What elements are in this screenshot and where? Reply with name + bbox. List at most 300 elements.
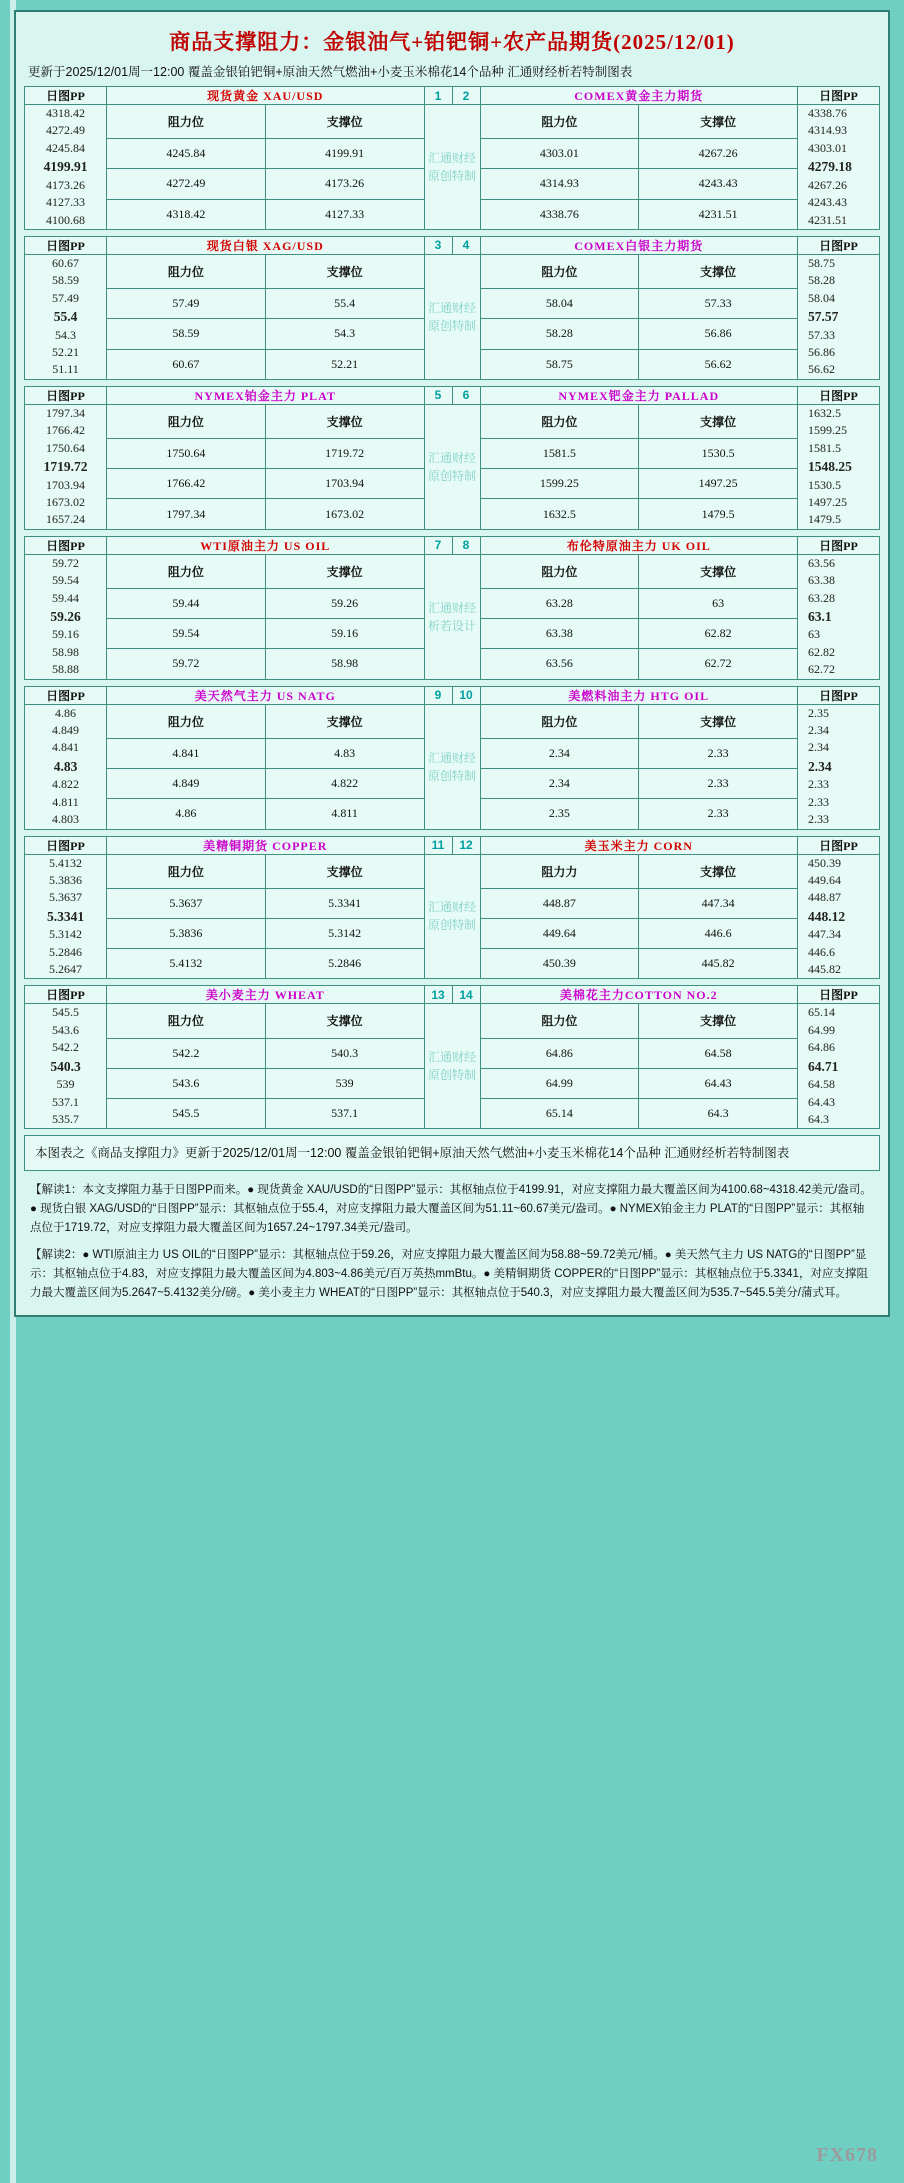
footer-note: 本图表之《商品支撑阻力》更新于2025/12/01周一12:00 覆盖金银铂钯铜+原油天然气燃油+小麦玉米棉花14个品种 汇通财经析若特制图表 (24, 1135, 880, 1171)
support-value-left: 5.3142 (265, 918, 424, 948)
support-value-right: 56.86 (639, 319, 798, 349)
pp-value: 1581.5 (808, 440, 841, 455)
block-subheader-row (25, 1004, 880, 1038)
resistance-header-left: 阻力位 (107, 1004, 266, 1038)
pp-header-left: 日图PP (25, 836, 107, 854)
pp-value: 63 (808, 627, 820, 642)
support-value-right: 64.3 (639, 1099, 798, 1129)
resistance-value-right: 2.34 (480, 738, 639, 768)
pp-value: 64.86 (808, 1040, 835, 1055)
pp-value: 1530.5 (808, 477, 841, 492)
pp-value: 449.64 (808, 872, 841, 887)
instrument-name-right: 美燃料油主力 HTG OIL (480, 686, 798, 704)
pp-value: 2.34 (808, 758, 832, 774)
resistance-value-right: 448.87 (480, 888, 639, 918)
pp-value: 445.82 (808, 962, 841, 977)
support-value-left: 540.3 (265, 1038, 424, 1068)
pp-value: 59.54 (52, 573, 79, 588)
support-value-right: 447.34 (639, 888, 798, 918)
pp-value: 4245.84 (46, 140, 85, 155)
pp-value: 65.14 (808, 1005, 835, 1020)
pp-value: 58.59 (52, 273, 79, 288)
pp-value: 1797.34 (46, 405, 85, 420)
instrument-name-right: 美玉米主力 CORN (480, 836, 798, 854)
pp-value: 58.04 (808, 290, 835, 305)
pp-value: 4.841 (52, 740, 79, 755)
pp-header-left: 日图PP (25, 386, 107, 404)
pp-value: 448.12 (808, 908, 846, 924)
pp-value: 64.43 (808, 1094, 835, 1109)
pp-value: 58.88 (52, 662, 79, 677)
instrument-index-right: 8 (452, 536, 480, 554)
pp-list-left (25, 704, 107, 829)
instrument-index-right: 10 (452, 686, 480, 704)
pp-value: 62.82 (808, 644, 835, 659)
pp-list-left (25, 1004, 107, 1129)
center-watermark: 汇通财经 析若设计 (424, 554, 480, 679)
resistance-value-right: 65.14 (480, 1099, 639, 1129)
block-header-row (25, 836, 880, 854)
support-value-right: 4231.51 (639, 199, 798, 229)
pp-value: 542.2 (52, 1040, 79, 1055)
pp-value: 2.33 (808, 794, 829, 809)
pp-value: 447.34 (808, 927, 841, 942)
pp-value: 1719.72 (43, 458, 88, 474)
pp-value: 543.6 (52, 1022, 79, 1037)
resistance-value-right: 64.99 (480, 1068, 639, 1098)
interpretation-2: 【解读2：● WTI原油主力 US OIL的“日图PP”显示：其枢轴点位于59.26，对应支撑阻力最大覆盖区间为58.88~59.72美元/桶。● 美天然气主力 US NATG的“日图PP”显示：其枢轴点位于4.83，对应支撑阻力最大覆盖区间为4.803~4.86美元/百万英热mmBtu。● 美精铜期货 COPPER的“日图PP”显示：其枢轴点位于5.3341，对应支撑阻力最大覆盖区间为5.2647~5.4132美分/磅。● 美小麦主力 WHEAT的“日图PP”显示：其枢轴点位于540.3，对应支撑阻力最大覆盖区间为535.7~545.5美分/蒲式耳。 (24, 1242, 880, 1307)
pp-value: 1632.5 (808, 405, 841, 420)
support-value-left: 4199.91 (265, 139, 424, 169)
resistance-value-right: 450.39 (480, 949, 639, 979)
instrument-index-left: 3 (424, 236, 452, 254)
pp-list-right (798, 254, 880, 379)
pp-value: 57.33 (808, 327, 835, 342)
pp-value: 5.4132 (49, 855, 82, 870)
support-value-right: 64.58 (639, 1038, 798, 1068)
support-value-left: 59.26 (265, 588, 424, 618)
pp-value: 5.3836 (49, 872, 82, 887)
pp-header-right: 日图PP (798, 386, 880, 404)
resistance-header-left: 阻力位 (107, 105, 266, 139)
support-header-left: 支撑位 (265, 254, 424, 288)
support-value-right: 62.82 (639, 619, 798, 649)
pp-value: 64.3 (808, 1111, 829, 1126)
pp-value: 4272.49 (46, 123, 85, 138)
pp-header-right: 日图PP (798, 536, 880, 554)
resistance-header-right: 阻力位 (480, 554, 639, 588)
support-header-right: 支撑位 (639, 1004, 798, 1038)
support-value-right: 2.33 (639, 738, 798, 768)
pp-value: 1750.64 (46, 440, 85, 455)
pp-list-right (798, 854, 880, 979)
block-header-row (25, 386, 880, 404)
resistance-value-left: 57.49 (107, 288, 266, 318)
instrument-name-left: 现货白银 XAG/USD (107, 236, 425, 254)
instrument-block (24, 686, 880, 830)
pp-list-right (798, 704, 880, 829)
support-header-right: 支撑位 (639, 254, 798, 288)
pp-value: 58.28 (808, 273, 835, 288)
block-subheader-row (25, 554, 880, 588)
resistance-value-right: 1632.5 (480, 499, 639, 529)
support-value-right: 2.33 (639, 768, 798, 798)
pp-value: 4231.51 (808, 212, 847, 227)
center-watermark: 汇通财经 原创特制 (424, 854, 480, 979)
pp-value: 59.26 (50, 608, 81, 624)
pp-value: 63.28 (808, 590, 835, 605)
center-watermark: 汇通财经 原创特制 (424, 704, 480, 829)
support-value-left: 1673.02 (265, 499, 424, 529)
support-value-right: 4267.26 (639, 139, 798, 169)
center-watermark: 汇通财经 原创特制 (424, 105, 480, 230)
pp-value: 58.98 (52, 644, 79, 659)
brand-watermark: FX678 (816, 2144, 878, 2166)
resistance-header-left: 阻力位 (107, 704, 266, 738)
block-subheader-row (25, 404, 880, 438)
pp-value: 59.44 (52, 590, 79, 605)
center-watermark: 汇通财经 原创特制 (424, 254, 480, 379)
pp-value: 4.811 (52, 794, 79, 809)
pp-value: 59.16 (52, 627, 79, 642)
block-header-row (25, 536, 880, 554)
instrument-name-left: 现货黄金 XAU/USD (107, 87, 425, 105)
instrument-index-left: 5 (424, 386, 452, 404)
resistance-value-right: 63.56 (480, 649, 639, 679)
pp-value: 5.2647 (49, 962, 82, 977)
instrument-index-right: 4 (452, 236, 480, 254)
pp-value: 1548.25 (808, 458, 852, 474)
support-value-right: 1497.25 (639, 469, 798, 499)
support-value-left: 58.98 (265, 649, 424, 679)
resistance-header-left: 阻力位 (107, 854, 266, 888)
center-watermark: 汇通财经 原创特制 (424, 1004, 480, 1129)
pp-header-left: 日图PP (25, 986, 107, 1004)
support-value-left: 59.16 (265, 619, 424, 649)
pp-value: 4243.43 (808, 195, 847, 210)
support-value-left: 55.4 (265, 288, 424, 318)
pp-value: 63.38 (808, 573, 835, 588)
support-value-left: 4127.33 (265, 199, 424, 229)
pp-value: 4100.68 (46, 212, 85, 227)
support-value-left: 5.2846 (265, 949, 424, 979)
pp-value: 4.86 (55, 705, 76, 720)
support-value-right: 57.33 (639, 288, 798, 318)
pp-value: 1479.5 (808, 512, 841, 527)
instrument-name-right: NYMEX钯金主力 PALLAD (480, 386, 798, 404)
pp-list-left (25, 105, 107, 230)
support-value-right: 1530.5 (639, 438, 798, 468)
support-value-left: 539 (265, 1068, 424, 1098)
resistance-value-left: 4.86 (107, 799, 266, 829)
interpretation-1: 【解读1：本文支撑阻力基于日图PP而来。● 现货黄金 XAU/USD的“日图PP”显示：其枢轴点位于4199.91，对应支撑阻力最大覆盖区间为4100.68~4318.42美元/盎司。● 现货白银 XAG/USD的“日图PP”显示：其枢轴点位于55.4，对应支撑阻力最大覆盖区间为51.11~60.67美元/盎司。● NYMEX铂金主力 PLAT的“日图PP”显示：其枢轴点位于1719.72，对应支撑阻力最大覆盖区间为1657.24~1797.34美元/盎司。 (24, 1177, 880, 1242)
pp-value: 63.1 (808, 608, 832, 624)
pp-value: 51.11 (52, 362, 79, 377)
resistance-header-left: 阻力位 (107, 554, 266, 588)
block-header-row (25, 236, 880, 254)
resistance-value-left: 4272.49 (107, 169, 266, 199)
pp-value: 4127.33 (46, 195, 85, 210)
resistance-header-right: 阻力位 (480, 254, 639, 288)
support-value-right: 56.62 (639, 349, 798, 379)
pp-value: 540.3 (50, 1058, 81, 1074)
pp-value: 62.72 (808, 662, 835, 677)
support-value-left: 54.3 (265, 319, 424, 349)
pp-value: 57.49 (52, 290, 79, 305)
pp-list-left (25, 254, 107, 379)
support-value-right: 2.33 (639, 799, 798, 829)
pp-value: 450.39 (808, 855, 841, 870)
pp-list-right (798, 404, 880, 529)
resistance-header-right: 阻力位 (480, 1004, 639, 1038)
pp-value: 4303.01 (808, 140, 847, 155)
instrument-index-left: 11 (424, 836, 452, 854)
pp-value: 5.3637 (49, 890, 82, 905)
instrument-block (24, 536, 880, 680)
resistance-value-left: 5.3637 (107, 888, 266, 918)
pp-value: 4199.91 (43, 159, 88, 175)
pp-header-left: 日图PP (25, 686, 107, 704)
pp-value: 64.58 (808, 1077, 835, 1092)
resistance-value-right: 58.75 (480, 349, 639, 379)
resistance-value-left: 4245.84 (107, 139, 266, 169)
resistance-value-right: 2.35 (480, 799, 639, 829)
pp-header-left: 日图PP (25, 536, 107, 554)
resistance-header-right: 阻力位 (480, 704, 639, 738)
block-header-row (25, 87, 880, 105)
resistance-value-left: 5.3836 (107, 918, 266, 948)
pp-list-left (25, 554, 107, 679)
pp-value: 1673.02 (46, 494, 85, 509)
block-subheader-row (25, 254, 880, 288)
pp-value: 5.3341 (46, 908, 85, 924)
instrument-block (24, 236, 880, 380)
instrument-name-left: NYMEX铂金主力 PLAT (107, 386, 425, 404)
resistance-value-left: 1797.34 (107, 499, 266, 529)
pp-value: 4.803 (52, 812, 79, 827)
resistance-header-right: 阻力位 (480, 404, 639, 438)
resistance-value-left: 1766.42 (107, 469, 266, 499)
support-value-left: 4.83 (265, 738, 424, 768)
resistance-value-right: 58.04 (480, 288, 639, 318)
instrument-index-right: 2 (452, 87, 480, 105)
support-value-left: 1703.94 (265, 469, 424, 499)
pp-header-right: 日图PP (798, 686, 880, 704)
block-header-row (25, 686, 880, 704)
resistance-value-left: 542.2 (107, 1038, 266, 1068)
instrument-block (24, 985, 880, 1129)
pp-value: 1599.25 (808, 423, 847, 438)
pp-value: 54.3 (55, 327, 76, 342)
resistance-value-left: 545.5 (107, 1099, 266, 1129)
report-sheet (14, 10, 890, 1317)
support-value-right: 445.82 (639, 949, 798, 979)
pp-header-right: 日图PP (798, 836, 880, 854)
instrument-name-left: 美天然气主力 US NATG (107, 686, 425, 704)
support-value-left: 1719.72 (265, 438, 424, 468)
support-header-right: 支撑位 (639, 404, 798, 438)
support-value-right: 446.6 (639, 918, 798, 948)
support-header-left: 支撑位 (265, 1004, 424, 1038)
pp-list-left (25, 404, 107, 529)
pp-value: 58.75 (808, 255, 835, 270)
block-header-row (25, 986, 880, 1004)
instrument-index-left: 7 (424, 536, 452, 554)
pp-header-left: 日图PP (25, 236, 107, 254)
pp-value: 446.6 (808, 944, 835, 959)
pp-value: 2.35 (808, 705, 829, 720)
resistance-value-left: 59.54 (107, 619, 266, 649)
pp-value: 448.87 (808, 890, 841, 905)
pp-value: 60.67 (52, 255, 79, 270)
pp-value: 4.822 (52, 777, 79, 792)
pp-header-right: 日图PP (798, 236, 880, 254)
instrument-name-right: COMEX白银主力期货 (480, 236, 798, 254)
pp-value: 5.2846 (49, 944, 82, 959)
resistance-value-right: 4338.76 (480, 199, 639, 229)
pp-list-left (25, 854, 107, 979)
instrument-name-right: COMEX黄金主力期货 (480, 87, 798, 105)
support-header-left: 支撑位 (265, 854, 424, 888)
resistance-header-left: 阻力位 (107, 404, 266, 438)
pp-value: 2.33 (808, 777, 829, 792)
resistance-value-left: 59.72 (107, 649, 266, 679)
support-header-left: 支撑位 (265, 105, 424, 139)
pp-value: 1766.42 (46, 423, 85, 438)
resistance-value-right: 4314.93 (480, 169, 639, 199)
pp-value: 52.21 (52, 345, 79, 360)
support-value-right: 64.43 (639, 1068, 798, 1098)
resistance-value-right: 63.28 (480, 588, 639, 618)
resistance-value-left: 543.6 (107, 1068, 266, 1098)
pp-value: 4314.93 (808, 123, 847, 138)
page-title: 商品支撑阻力：金银油气+铂钯铜+农产品期货(2025/12/01) (169, 30, 735, 54)
support-value-left: 4173.26 (265, 169, 424, 199)
resistance-header-right: 阻力位 (480, 105, 639, 139)
pp-value: 4.849 (52, 723, 79, 738)
support-value-left: 5.3341 (265, 888, 424, 918)
pp-list-right (798, 1004, 880, 1129)
pp-value: 537.1 (52, 1094, 79, 1109)
resistance-value-left: 59.44 (107, 588, 266, 618)
resistance-value-right: 63.38 (480, 619, 639, 649)
pp-header-right: 日图PP (798, 87, 880, 105)
support-header-right: 支撑位 (639, 704, 798, 738)
instrument-block (24, 836, 880, 980)
instrument-index-left: 9 (424, 686, 452, 704)
resistance-value-right: 1599.25 (480, 469, 639, 499)
resistance-header-left: 阻力位 (107, 254, 266, 288)
resistance-value-right: 4303.01 (480, 139, 639, 169)
pp-value: 64.71 (808, 1058, 839, 1074)
pp-value: 2.34 (808, 740, 829, 755)
pp-value: 4.83 (53, 758, 78, 774)
instrument-index-right: 12 (452, 836, 480, 854)
pp-value: 1497.25 (808, 494, 847, 509)
pp-value: 4267.26 (808, 177, 847, 192)
support-value-right: 63 (639, 588, 798, 618)
block-subheader-row (25, 854, 880, 888)
resistance-value-right: 2.34 (480, 768, 639, 798)
pp-value: 4318.42 (46, 106, 85, 120)
pp-value: 64.99 (808, 1022, 835, 1037)
pp-value: 539 (56, 1077, 75, 1092)
resistance-value-right: 64.86 (480, 1038, 639, 1068)
blocks-container (24, 86, 880, 1129)
pp-value: 59.72 (52, 555, 79, 570)
pp-value: 4173.26 (46, 177, 85, 192)
pp-header-right: 日图PP (798, 986, 880, 1004)
instrument-index-left: 13 (424, 986, 452, 1004)
pp-value: 2.33 (808, 812, 829, 827)
resistance-value-right: 1581.5 (480, 438, 639, 468)
block-subheader-row (25, 105, 880, 139)
instrument-index-right: 14 (452, 986, 480, 1004)
resistance-value-left: 60.67 (107, 349, 266, 379)
instrument-index-right: 6 (452, 386, 480, 404)
pp-list-right (798, 105, 880, 230)
pp-value: 5.3142 (49, 927, 82, 942)
support-header-left: 支撑位 (265, 704, 424, 738)
resistance-value-left: 5.4132 (107, 949, 266, 979)
instrument-block (24, 86, 880, 230)
resistance-header-right: 阻力力 (480, 854, 639, 888)
pp-value: 4338.76 (808, 106, 847, 120)
instrument-block (24, 386, 880, 530)
resistance-value-left: 4318.42 (107, 199, 266, 229)
pp-value: 57.57 (808, 309, 839, 325)
pp-value: 63.56 (808, 555, 835, 570)
resistance-value-right: 58.28 (480, 319, 639, 349)
pp-value: 56.86 (808, 345, 835, 360)
pp-value: 1703.94 (46, 477, 85, 492)
resistance-value-left: 58.59 (107, 319, 266, 349)
support-value-left: 537.1 (265, 1099, 424, 1129)
support-header-right: 支撑位 (639, 554, 798, 588)
pp-header-left: 日图PP (25, 87, 107, 105)
instrument-name-left: WTI原油主力 US OIL (107, 536, 425, 554)
page-subtitle: 更新于2025/12/01周一12:00 覆盖金银铂钯铜+原油天然气燃油+小麦玉米棉花14个品种 汇通财经析若特制图表 (28, 65, 633, 79)
pp-value: 545.5 (52, 1005, 79, 1020)
pp-value: 56.62 (808, 362, 835, 377)
pp-value: 55.4 (53, 309, 78, 325)
pp-value: 4279.18 (808, 159, 852, 175)
support-value-left: 4.811 (265, 799, 424, 829)
resistance-value-left: 1750.64 (107, 438, 266, 468)
pp-value: 535.7 (52, 1111, 79, 1126)
support-header-right: 支撑位 (639, 105, 798, 139)
support-header-left: 支撑位 (265, 404, 424, 438)
instrument-name-left: 美精铜期货 COPPER (107, 836, 425, 854)
instrument-name-left: 美小麦主力 WHEAT (107, 986, 425, 1004)
pp-value: 1657.24 (46, 512, 85, 527)
block-subheader-row (25, 704, 880, 738)
pp-value: 2.34 (808, 723, 829, 738)
resistance-value-left: 4.849 (107, 768, 266, 798)
support-header-right: 支撑位 (639, 854, 798, 888)
instrument-name-right: 美棉花主力COTTON NO.2 (480, 986, 798, 1004)
support-value-left: 4.822 (265, 768, 424, 798)
resistance-value-left: 4.841 (107, 738, 266, 768)
instrument-index-left: 1 (424, 87, 452, 105)
pp-list-right (798, 554, 880, 679)
resistance-value-right: 449.64 (480, 918, 639, 948)
support-header-left: 支撑位 (265, 554, 424, 588)
support-value-right: 1479.5 (639, 499, 798, 529)
center-watermark: 汇通财经 原创特制 (424, 404, 480, 529)
instrument-name-right: 布伦特原油主力 UK OIL (480, 536, 798, 554)
support-value-right: 4243.43 (639, 169, 798, 199)
